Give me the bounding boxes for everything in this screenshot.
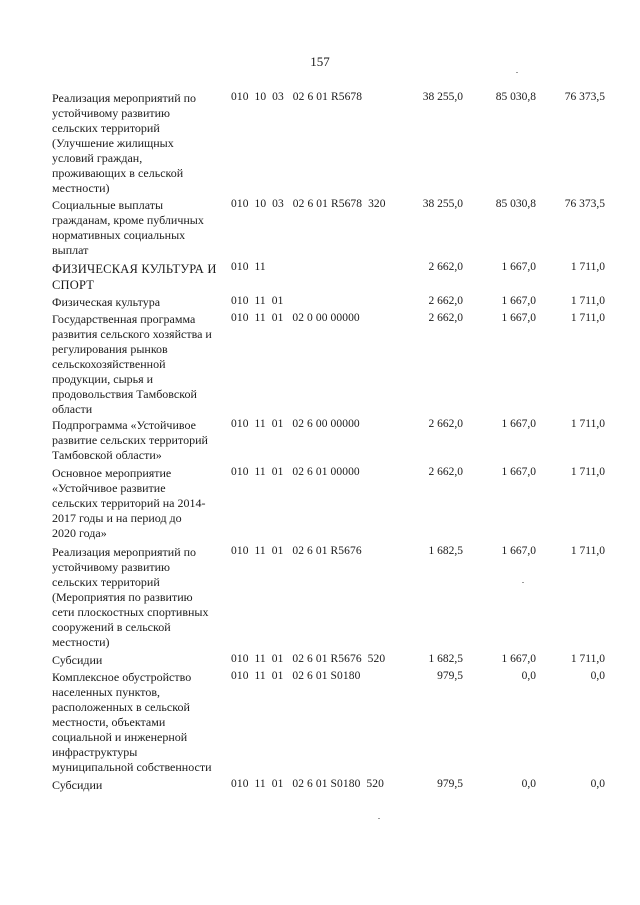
row-value-year3: 1 711,0 bbox=[570, 545, 605, 557]
row-code: 010 11 01 bbox=[231, 295, 284, 307]
row-value-year3: 1 711,0 bbox=[570, 653, 605, 665]
row-value-year2: 1 667,0 bbox=[501, 261, 536, 273]
row-value-year2: 85 030,8 bbox=[495, 198, 536, 210]
row-name bbox=[52, 312, 228, 417]
row-value-year1: 2 662,0 bbox=[428, 261, 463, 273]
row-value-year3: 1 711,0 bbox=[570, 466, 605, 478]
page-number: 157 bbox=[310, 54, 330, 69]
row-value-year2: 1 667,0 bbox=[501, 418, 536, 430]
row-name bbox=[52, 91, 228, 196]
row-code: 010 11 01 02 6 00 00000 bbox=[231, 418, 360, 430]
row-name-line: местности, объектами bbox=[52, 715, 166, 729]
row-name-line: муниципальной собственности bbox=[52, 760, 212, 774]
row-name-line: Тамбовской области» bbox=[52, 448, 162, 462]
row-name-line: регулирования рынков bbox=[52, 342, 168, 356]
row-name-line: выплат bbox=[52, 243, 89, 257]
row-code: 010 11 01 02 6 01 00000 bbox=[231, 466, 360, 478]
row-name-line: Социальные выплаты bbox=[52, 198, 164, 212]
row-name-line: 2020 года» bbox=[52, 526, 107, 540]
row-value-year1: 2 662,0 bbox=[428, 466, 463, 478]
row-name-line: Реализация мероприятий по bbox=[52, 91, 197, 105]
row-name-line: 2017 годы и на период до bbox=[52, 511, 182, 525]
row-value-year2: 1 667,0 bbox=[501, 295, 536, 307]
row-value-year1: 2 662,0 bbox=[428, 418, 463, 430]
row-name-line: Субсидии bbox=[52, 653, 103, 667]
row-code: 010 11 01 02 0 00 00000 bbox=[231, 312, 360, 324]
row-value-year1: 1 682,5 bbox=[428, 653, 463, 665]
row-name-line: Комплексное обустройство bbox=[52, 670, 192, 684]
row-name-line: «Устойчивое развитие bbox=[52, 481, 166, 495]
row-name-line: области bbox=[52, 402, 93, 416]
row-name bbox=[52, 653, 228, 668]
row-value-year3: 76 373,5 bbox=[564, 198, 605, 210]
row-value-year1: 38 255,0 bbox=[422, 198, 463, 210]
row-name bbox=[52, 418, 228, 463]
row-name bbox=[52, 466, 228, 541]
row-name-line: сельских территорий bbox=[52, 575, 160, 589]
row-value-year2: 0,0 bbox=[521, 670, 536, 682]
row-name bbox=[52, 261, 228, 293]
row-code: 010 11 01 02 6 01 S0180 520 bbox=[231, 778, 384, 790]
row-name-line: устойчивому развитию bbox=[52, 106, 171, 120]
row-code: 010 11 01 02 6 01 S0180 bbox=[231, 670, 361, 682]
row-value-year2: 0,0 bbox=[521, 778, 536, 790]
row-value-year2: 1 667,0 bbox=[501, 312, 536, 324]
row-name-line: сельскохозяйственной bbox=[52, 357, 166, 371]
row-name bbox=[52, 545, 228, 650]
row-value-year2: 1 667,0 bbox=[501, 466, 536, 478]
row-name-line: (Улучшение жилищных bbox=[52, 136, 174, 150]
row-name-line: Государственная программа bbox=[52, 312, 196, 326]
row-name-line: нормативных социальных bbox=[52, 228, 186, 242]
row-code: 010 10 03 02 6 01 R5678 320 bbox=[231, 198, 386, 210]
row-value-year3: 1 711,0 bbox=[570, 261, 605, 273]
row-value-year3: 0,0 bbox=[590, 670, 605, 682]
row-value-year1: 1 682,5 bbox=[428, 545, 463, 557]
row-name-line: развитие сельских территорий bbox=[52, 433, 208, 447]
row-name-line: ФИЗИЧЕСКАЯ КУЛЬТУРА И bbox=[52, 262, 217, 276]
row-value-year3: 76 373,5 bbox=[564, 91, 605, 103]
scan-speck bbox=[378, 818, 380, 819]
row-name-line: сельских территорий на 2014- bbox=[52, 496, 206, 510]
row-name-line: продукции, сырья и bbox=[52, 372, 154, 386]
row-name-line: социальной и инженерной bbox=[52, 730, 188, 744]
row-value-year1: 979,5 bbox=[437, 778, 463, 790]
row-name-line: устойчивому развитию bbox=[52, 560, 171, 574]
row-value-year1: 979,5 bbox=[437, 670, 463, 682]
row-name-line: инфраструктуры bbox=[52, 745, 138, 759]
row-name bbox=[52, 778, 228, 793]
row-value-year2: 1 667,0 bbox=[501, 545, 536, 557]
row-name-line: проживающих в сельской bbox=[52, 166, 184, 180]
scan-speck bbox=[522, 582, 524, 583]
row-value-year1: 38 255,0 bbox=[422, 91, 463, 103]
row-name-line: СПОРТ bbox=[52, 278, 95, 292]
row-name-line: Реализация мероприятий по bbox=[52, 545, 197, 559]
row-code: 010 11 bbox=[231, 261, 266, 273]
row-value-year3: 1 711,0 bbox=[570, 418, 605, 430]
row-name-line: продовольствия Тамбовской bbox=[52, 387, 197, 401]
row-name-line: сельских территорий bbox=[52, 121, 160, 135]
row-name-line: гражданам, кроме публичных bbox=[52, 213, 204, 227]
row-value-year2: 1 667,0 bbox=[501, 653, 536, 665]
row-name-line: Субсидии bbox=[52, 778, 103, 792]
row-name-line: сети плоскостных спортивных bbox=[52, 605, 209, 619]
row-name bbox=[52, 670, 228, 775]
row-name-line: Физическая культура bbox=[52, 295, 161, 309]
row-value-year3: 1 711,0 bbox=[570, 295, 605, 307]
row-name-line: местности) bbox=[52, 635, 110, 649]
row-name-line: развития сельского хозяйства и bbox=[52, 327, 212, 341]
row-name-line: населенных пунктов, bbox=[52, 685, 161, 699]
row-value-year2: 85 030,8 bbox=[495, 91, 536, 103]
scan-speck bbox=[516, 72, 518, 73]
row-name-line: расположенных в сельской bbox=[52, 700, 190, 714]
row-value-year1: 2 662,0 bbox=[428, 312, 463, 324]
row-name-line: (Мероприятия по развитию bbox=[52, 590, 193, 604]
row-code: 010 11 01 02 6 01 R5676 520 bbox=[231, 653, 386, 665]
row-name bbox=[52, 198, 228, 258]
row-code: 010 11 01 02 6 01 R5676 bbox=[231, 545, 362, 557]
row-code: 010 10 03 02 6 01 R5678 bbox=[231, 91, 363, 103]
row-value-year3: 1 711,0 bbox=[570, 312, 605, 324]
row-name bbox=[52, 295, 228, 310]
row-name-line: Основное мероприятие bbox=[52, 466, 172, 480]
row-value-year3: 0,0 bbox=[590, 778, 605, 790]
row-value-year1: 2 662,0 bbox=[428, 295, 463, 307]
row-name-line: Подпрограмма «Устойчивое bbox=[52, 418, 196, 432]
row-name-line: условий граждан, bbox=[52, 151, 143, 165]
row-name-line: сооружений в сельской bbox=[52, 620, 171, 634]
row-name-line: местности) bbox=[52, 181, 110, 195]
